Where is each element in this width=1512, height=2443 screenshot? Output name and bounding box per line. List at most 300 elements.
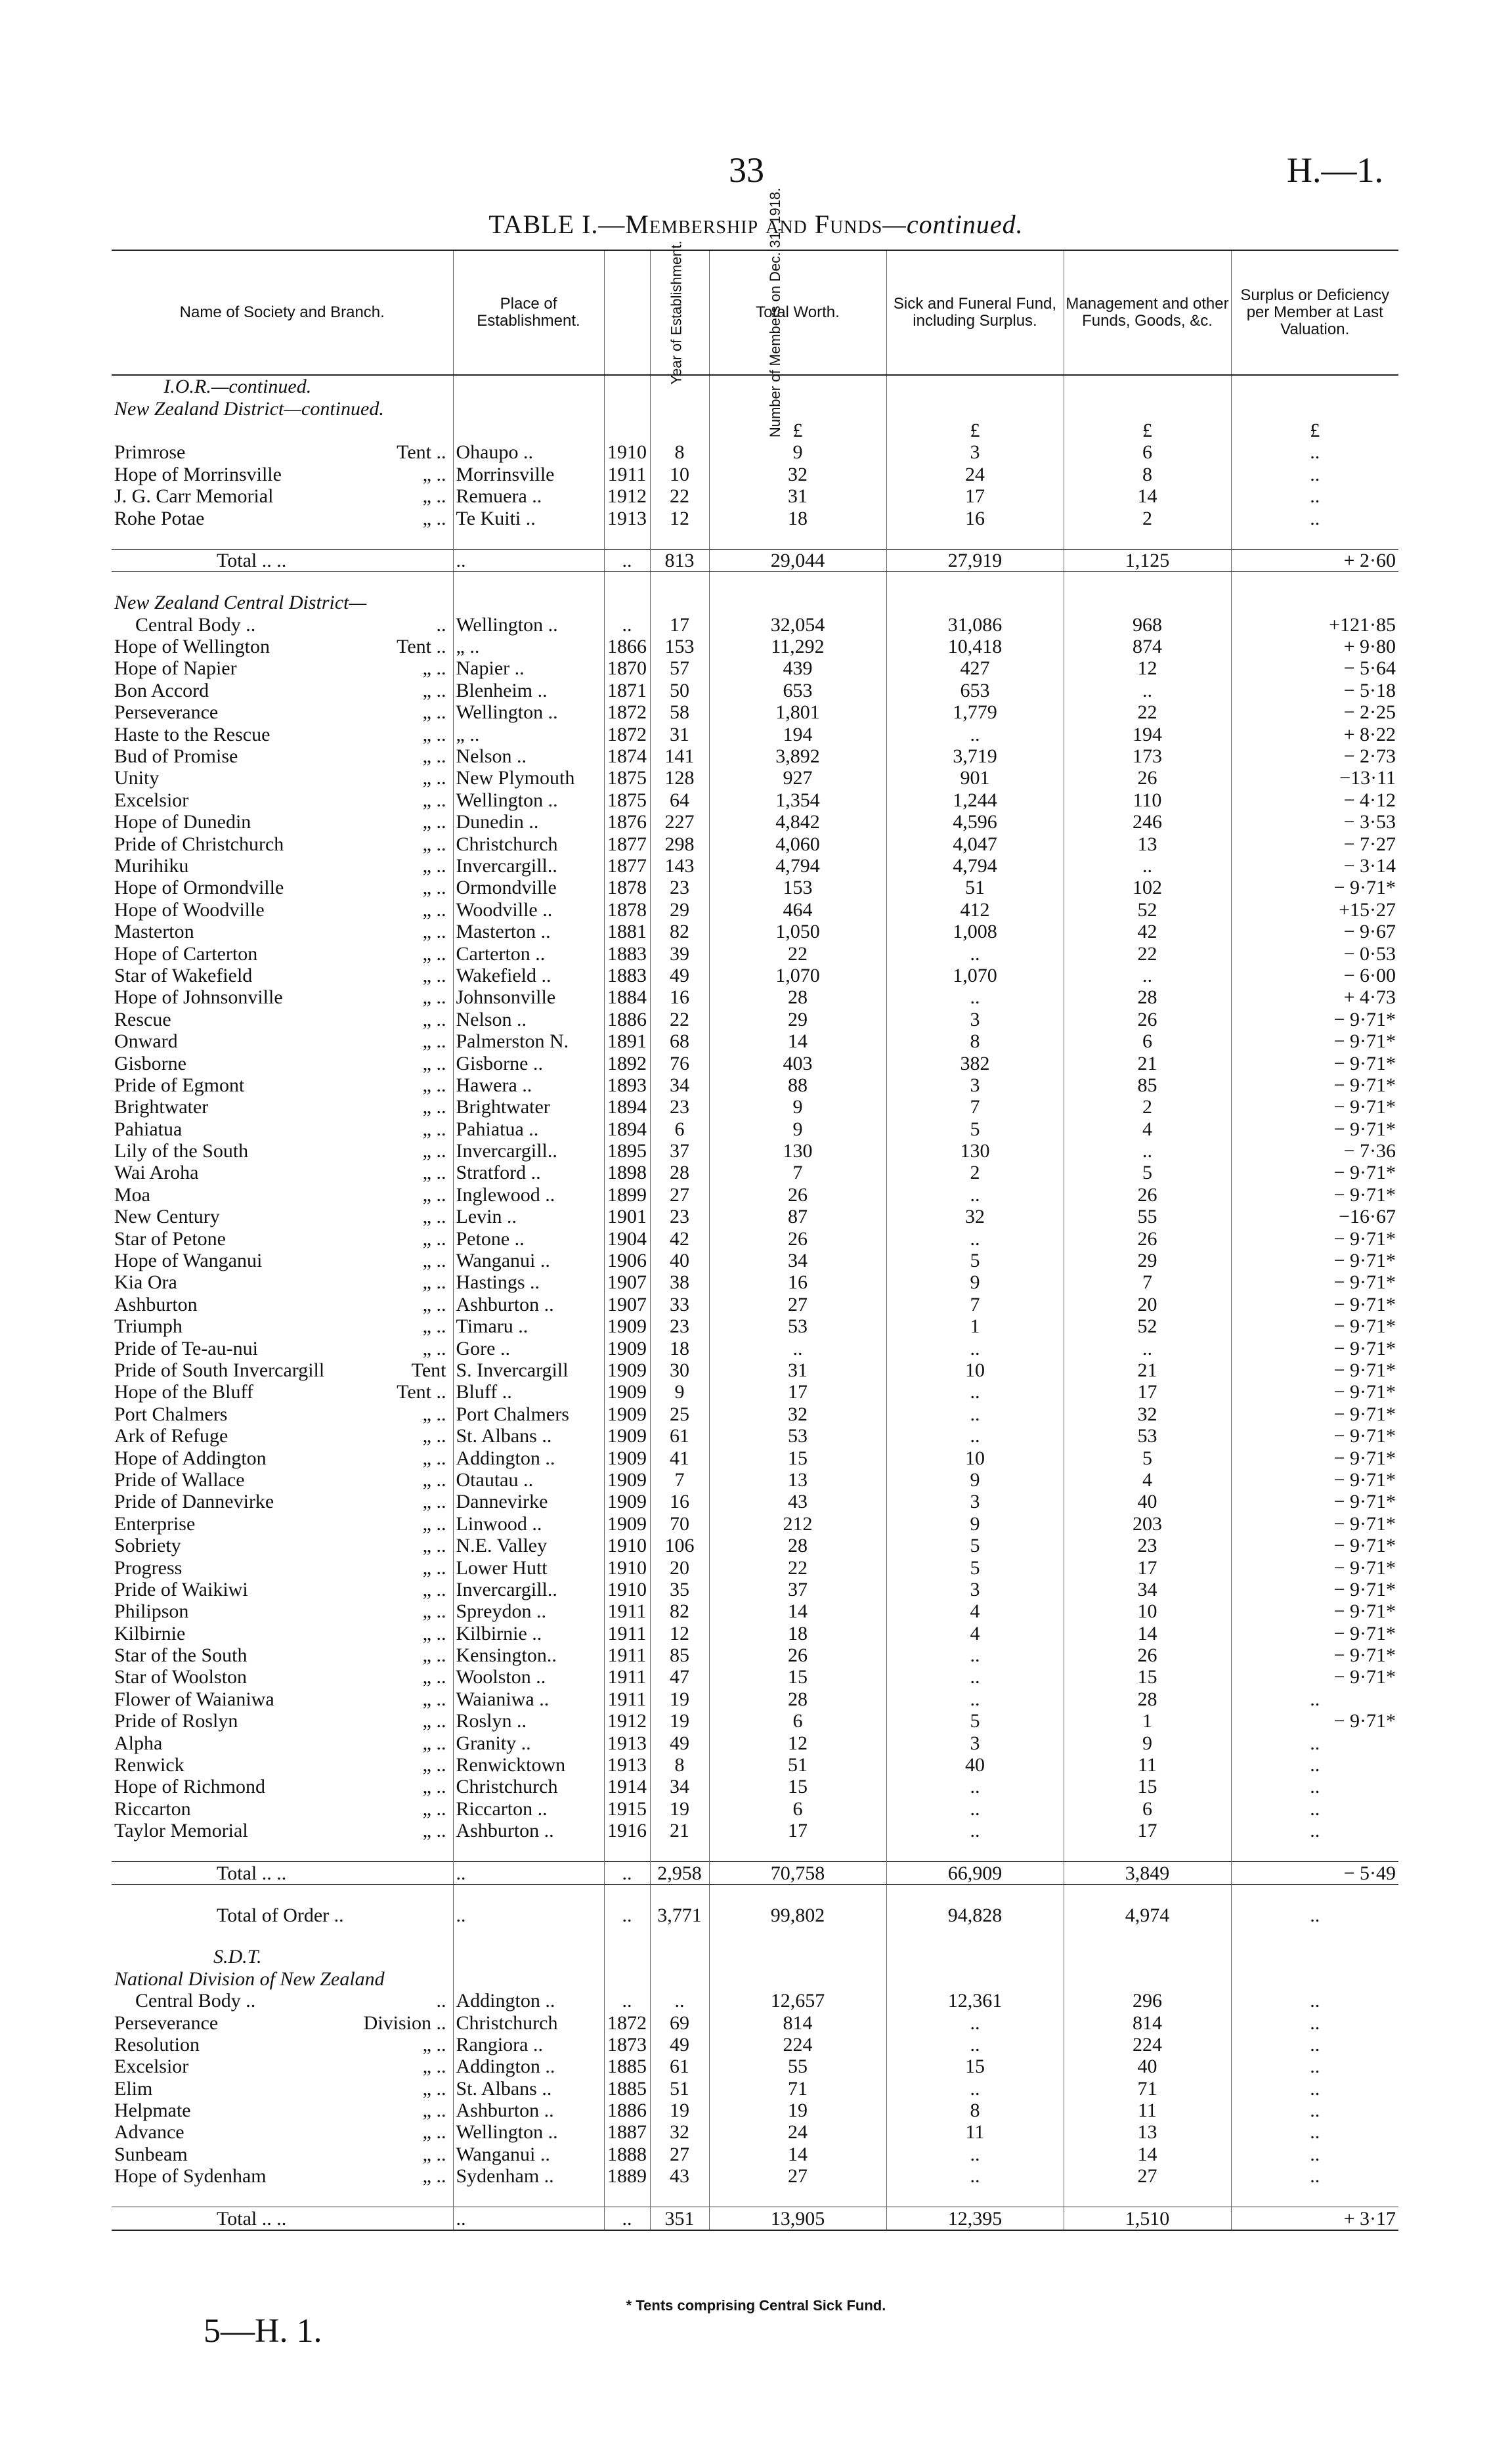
cell-members: 12 [650, 1622, 709, 1644]
branch-kind: „ .. [422, 942, 446, 965]
cell-sick: .. [886, 1688, 1064, 1710]
cell-place: Remuera .. [453, 485, 604, 507]
table-row [112, 1381, 1398, 1403]
cell-year: 1894 [604, 1118, 650, 1140]
cell-place: Masterton .. [453, 921, 604, 942]
branch-name: Lily of the South [114, 1140, 249, 1162]
sec-row [112, 592, 1398, 613]
branch-kind: Tent .. [397, 1381, 446, 1403]
cell-place: Addington .. [453, 2056, 604, 2077]
branch-name: Total .. .. [217, 549, 287, 571]
cell-members [650, 1946, 709, 1968]
cell-members: 57 [650, 657, 709, 679]
cell-mgmt: 17 [1064, 1820, 1231, 1841]
cell-sick: .. [886, 1337, 1064, 1359]
branch-name: Star of Woolston [114, 1666, 248, 1688]
cell-sick: 1 [886, 1315, 1064, 1337]
cell-name [112, 507, 453, 529]
cell-mgmt: 26 [1064, 1009, 1231, 1030]
cell-members: 34 [650, 1074, 709, 1096]
table-row [112, 1140, 1398, 1162]
cell-name [112, 1600, 453, 1622]
cell-surplus: − 9·71* [1231, 1359, 1398, 1381]
branch-name: Pride of Christchurch [114, 833, 284, 855]
cell-surplus: − 4·12 [1231, 789, 1398, 811]
col-header-members-text: Number of Members on Dec. 31, 1918. [766, 187, 783, 438]
cell-surplus: − 9·71* [1231, 1184, 1398, 1206]
cell-name [112, 1862, 453, 1884]
cell-surplus: − 3·53 [1231, 811, 1398, 833]
branch-name: Bud of Promise [114, 745, 238, 768]
cell-mgmt: 968 [1064, 614, 1231, 636]
table-row [112, 745, 1398, 767]
cell-sick: 51 [886, 877, 1064, 898]
cell-members: 21 [650, 1820, 709, 1841]
cell-surplus [1231, 592, 1398, 613]
cell-year [604, 2187, 650, 2207]
table-row [112, 899, 1398, 921]
cell-year [604, 1946, 650, 1968]
cell-surplus: £ [1231, 420, 1398, 441]
cell-worth: 32 [709, 1403, 886, 1425]
cell-members: 82 [650, 1600, 709, 1622]
cell-members: 82 [650, 921, 709, 942]
table-row [112, 1556, 1398, 1578]
cell-place: Renwicktown [453, 1754, 604, 1776]
cell-mgmt: 102 [1064, 877, 1231, 898]
table-row [112, 2056, 1398, 2077]
cell-surplus [1231, 1926, 1398, 1946]
branch-name: Perseverance [114, 2012, 219, 2034]
cell-sick: .. [886, 1666, 1064, 1688]
cell-place: Kilbirnie .. [453, 1622, 604, 1644]
cell-place: Dunedin .. [453, 811, 604, 833]
branch-name: Riccarton [114, 1797, 191, 1820]
branch-kind: „ .. [422, 2121, 446, 2144]
cell-mgmt [1064, 529, 1231, 550]
cell-surplus: − 9·71* [1231, 877, 1398, 898]
table-row [112, 1469, 1398, 1491]
cell-sick: 9 [886, 1469, 1064, 1491]
branch-kind: „ .. [422, 1271, 446, 1294]
cell-mgmt: 40 [1064, 1491, 1231, 1512]
branch-name: Star of Wakefield [114, 964, 253, 986]
cell-name [112, 877, 453, 898]
cell-members: 23 [650, 877, 709, 898]
branch-kind: .. [436, 1990, 446, 2012]
cell-name [112, 1732, 453, 1753]
page-number: 33 [729, 150, 764, 190]
gap-row [112, 1884, 1398, 1904]
branch-kind: „ .. [422, 767, 446, 789]
cell-worth: 464 [709, 899, 886, 921]
title-main: Membership and Funds [625, 209, 883, 239]
cell-place: .. [453, 2207, 604, 2230]
table-row [112, 1579, 1398, 1600]
cell-mgmt: 14 [1064, 1622, 1231, 1644]
cell-place: Inglewood .. [453, 1184, 604, 1206]
cell-sick: .. [886, 2144, 1064, 2165]
cell-sick [886, 2187, 1064, 2207]
cell-name [112, 1096, 453, 1118]
table-row [112, 1294, 1398, 1315]
cell-sick: 901 [886, 767, 1064, 789]
cell-name [112, 1579, 453, 1600]
cell-place: Bluff .. [453, 1381, 604, 1403]
cell-year: .. [604, 549, 650, 571]
branch-name: Star of Petone [114, 1227, 226, 1250]
cell-year: 1909 [604, 1513, 650, 1535]
cell-sick: 3 [886, 441, 1064, 463]
cell-year: 1909 [604, 1381, 650, 1403]
cell-place: Spreydon .. [453, 1600, 604, 1622]
cell-year: 1891 [604, 1030, 650, 1052]
cell-members: 6 [650, 1118, 709, 1140]
cell-sick: 4 [886, 1600, 1064, 1622]
cell-surplus: − 0·53 [1231, 942, 1398, 964]
cell-sick: .. [886, 2078, 1064, 2100]
branch-kind: „ .. [422, 2100, 446, 2122]
cell-mgmt: 71 [1064, 2078, 1231, 2100]
cell-surplus: −16·67 [1231, 1206, 1398, 1227]
cell-name [112, 397, 453, 419]
branch-kind: „ .. [422, 986, 446, 1009]
cell-mgmt: 5 [1064, 1162, 1231, 1183]
cell-place: Kensington.. [453, 1644, 604, 1666]
cell-name [112, 1946, 453, 1968]
cell-year: 1872 [604, 701, 650, 723]
cell-name [112, 701, 453, 723]
branch-name: Wai Aroha [114, 1162, 199, 1184]
table-row [112, 1403, 1398, 1425]
cell-members: 9 [650, 1381, 709, 1403]
cell-worth: 53 [709, 1315, 886, 1337]
cell-worth: 13 [709, 1469, 886, 1491]
branch-name: Masterton [114, 921, 194, 943]
cell-name [112, 2078, 453, 2100]
branch-kind: „ .. [422, 723, 446, 745]
cell-surplus: .. [1231, 2034, 1398, 2056]
cell-surplus: .. [1231, 1990, 1398, 2012]
cell-year: 1911 [604, 1644, 650, 1666]
branch-kind: „ .. [422, 1820, 446, 1842]
cell-name [112, 529, 453, 550]
cell-sick: .. [886, 2034, 1064, 2056]
table-row [112, 2144, 1398, 2165]
cell-worth: 27 [709, 1294, 886, 1315]
cell-year: 1884 [604, 986, 650, 1008]
cell-mgmt: 23 [1064, 1535, 1231, 1556]
cell-name [112, 441, 453, 463]
table-body [112, 375, 1398, 2230]
cell-mgmt [1064, 572, 1231, 592]
cell-name [112, 2144, 453, 2165]
cell-members: 32 [650, 2121, 709, 2143]
cell-place: Waianiwa .. [453, 1688, 604, 1710]
cell-sick: 3 [886, 1579, 1064, 1600]
cell-year: .. [604, 1990, 650, 2012]
cell-members: 70 [650, 1513, 709, 1535]
cell-year: 1909 [604, 1403, 650, 1425]
cell-members: 49 [650, 2034, 709, 2056]
branch-name: Alpha [114, 1732, 163, 1754]
cell-place: .. [453, 1862, 604, 1884]
cell-worth: 26 [709, 1227, 886, 1249]
cell-members: 29 [650, 899, 709, 921]
cell-sick: 412 [886, 899, 1064, 921]
cell-members: 76 [650, 1052, 709, 1074]
branch-name: New Zealand Central District— [114, 592, 367, 614]
cell-place: Carterton .. [453, 942, 604, 964]
cell-name [112, 680, 453, 701]
cell-place: Hawera .. [453, 1074, 604, 1096]
cell-mgmt: 296 [1064, 1990, 1231, 2012]
branch-name: Hope of Carterton [114, 942, 258, 965]
cell-sick: .. [886, 2012, 1064, 2033]
cell-worth: 15 [709, 1776, 886, 1797]
cell-mgmt: 11 [1064, 1754, 1231, 1776]
table-row [112, 1184, 1398, 1206]
cell-place [453, 1884, 604, 1904]
cell-mgmt: .. [1064, 680, 1231, 701]
cell-worth: 653 [709, 680, 886, 701]
branch-name: Sunbeam [114, 2143, 188, 2165]
cell-place: Linwood .. [453, 1513, 604, 1535]
cell-worth: 27 [709, 2165, 886, 2187]
branch-name: I.O.R.—continued. [163, 376, 312, 398]
cell-place: Brightwater [453, 1096, 604, 1118]
cell-members: 351 [650, 2207, 709, 2230]
branch-name: Hope of Wellington [114, 636, 270, 658]
cell-name [112, 1359, 453, 1381]
cell-mgmt: 1 [1064, 1710, 1231, 1732]
col-header-sick: Sick and Funeral Fund, including Surplus. [886, 250, 1064, 375]
cell-surplus: − 9·71* [1231, 1074, 1398, 1096]
cell-surplus: .. [1231, 1904, 1398, 1926]
cell-year [604, 1926, 650, 1946]
cell-place: .. [453, 549, 604, 571]
table-row [112, 507, 1398, 529]
cell-mgmt: 4 [1064, 1469, 1231, 1491]
cell-sick: 3 [886, 1074, 1064, 1096]
cell-members: 34 [650, 1776, 709, 1797]
cell-mgmt: 11 [1064, 2100, 1231, 2121]
table-row [112, 1206, 1398, 1227]
cell-year: 1892 [604, 1052, 650, 1074]
cell-members: 37 [650, 1140, 709, 1162]
cell-sick: 1,008 [886, 921, 1064, 942]
cell-members: 38 [650, 1271, 709, 1293]
cell-place: Woodville .. [453, 899, 604, 921]
cell-year: 1909 [604, 1315, 650, 1337]
branch-kind: Tent .. [397, 441, 446, 464]
table-row [112, 1009, 1398, 1030]
cell-surplus: + 4·73 [1231, 986, 1398, 1008]
cell-place: Napier .. [453, 657, 604, 679]
cell-mgmt: 173 [1064, 745, 1231, 767]
cell-members: 298 [650, 833, 709, 854]
cell-mgmt: 9 [1064, 1732, 1231, 1753]
table-row [112, 1271, 1398, 1293]
cell-place [453, 375, 604, 397]
cell-place: Wellington .. [453, 789, 604, 811]
cell-sick: 8 [886, 1030, 1064, 1052]
branch-kind: „ .. [422, 964, 446, 986]
branch-kind: „ .. [422, 1052, 446, 1074]
cell-mgmt: 874 [1064, 636, 1231, 657]
cell-members: 8 [650, 1754, 709, 1776]
cell-place: Stratford .. [453, 1162, 604, 1183]
cell-year: 1913 [604, 507, 650, 529]
cell-worth: 24 [709, 2121, 886, 2143]
cell-year: 1914 [604, 1776, 650, 1797]
table-row [112, 942, 1398, 964]
col-header-year [604, 240, 685, 385]
cell-sick: 5 [886, 1250, 1064, 1271]
cell-place: Invercargill.. [453, 1579, 604, 1600]
cell-mgmt: 26 [1064, 1184, 1231, 1206]
cell-worth [709, 375, 886, 397]
cell-worth: 814 [709, 2012, 886, 2033]
cell-members: 19 [650, 1798, 709, 1820]
cell-members: 27 [650, 2144, 709, 2165]
cell-surplus: − 9·71* [1231, 1052, 1398, 1074]
cell-place: St. Albans .. [453, 2078, 604, 2100]
cell-place [453, 2187, 604, 2207]
cell-worth: 12,657 [709, 1990, 886, 2012]
cell-sick: 130 [886, 1140, 1064, 1162]
table-row [112, 1118, 1398, 1140]
cell-members: 18 [650, 1337, 709, 1359]
cell-surplus: − 9·71* [1231, 1271, 1398, 1293]
branch-name: Brightwater [114, 1096, 209, 1118]
cell-year: 1883 [604, 965, 650, 986]
cell-mgmt: 110 [1064, 789, 1231, 811]
branch-kind: „ .. [422, 1776, 446, 1798]
branch-name: Pahiatua [114, 1118, 183, 1140]
cell-surplus: +121·85 [1231, 614, 1398, 636]
cell-mgmt: 53 [1064, 1425, 1231, 1447]
branch-kind: „ .. [422, 1008, 446, 1030]
branch-name: Hope of Woodville [114, 898, 265, 921]
cell-name [112, 1666, 453, 1688]
branch-kind: „ .. [422, 1250, 446, 1272]
cell-surplus: −13·11 [1231, 767, 1398, 789]
cell-mgmt: .. [1064, 965, 1231, 986]
branch-kind: „ .. [422, 2056, 446, 2078]
cell-name [112, 1798, 453, 1820]
cell-sick [886, 1946, 1064, 1968]
cell-mgmt: 27 [1064, 2165, 1231, 2187]
cell-year: 1909 [604, 1425, 650, 1447]
cell-members: 16 [650, 1491, 709, 1512]
cell-surplus: + 3·17 [1231, 2207, 1398, 2230]
cell-sick: 66,909 [886, 1862, 1064, 1884]
cell-mgmt: 26 [1064, 767, 1231, 789]
table-row [112, 2165, 1398, 2187]
cell-name [112, 549, 453, 571]
branch-name: Murihiku [114, 855, 189, 877]
cell-worth: 4,060 [709, 833, 886, 854]
cell-members: 39 [650, 942, 709, 964]
branch-name: Triumph [114, 1315, 183, 1338]
cell-worth [709, 1884, 886, 1904]
cell-members: 51 [650, 2078, 709, 2100]
cell-mgmt: 32 [1064, 1403, 1231, 1425]
cell-surplus: − 9·71* [1231, 1009, 1398, 1030]
table-row [112, 1600, 1398, 1622]
cell-name [112, 1315, 453, 1337]
cell-mgmt: 203 [1064, 1513, 1231, 1535]
cell-members [650, 397, 709, 419]
cell-place: Wellington .. [453, 2121, 604, 2143]
cell-worth: 29 [709, 1009, 886, 1030]
table-row [112, 1162, 1398, 1183]
cell-place: Pahiatua .. [453, 1118, 604, 1140]
table-row [112, 2078, 1398, 2100]
cell-members: 8 [650, 441, 709, 463]
branch-name: Central Body .. [135, 613, 256, 636]
cell-name [112, 942, 453, 964]
cell-mgmt: 8 [1064, 464, 1231, 485]
table-row [112, 1820, 1398, 1841]
branch-kind: „ .. [422, 855, 446, 877]
branch-kind: „ .. [422, 1425, 446, 1447]
cell-name [112, 657, 453, 679]
cell-mgmt [1064, 397, 1231, 419]
cell-members: 68 [650, 1030, 709, 1052]
cell-year: 1911 [604, 1600, 650, 1622]
cell-surplus: + 2·60 [1231, 549, 1398, 571]
cell-year: 1883 [604, 942, 650, 964]
cell-members: 49 [650, 1732, 709, 1753]
branch-kind: „ .. [422, 2033, 446, 2056]
cell-sick: 1,779 [886, 701, 1064, 723]
cell-members: 20 [650, 1556, 709, 1578]
table-row [112, 680, 1398, 701]
cell-worth: 1,050 [709, 921, 886, 942]
cell-place [453, 572, 604, 592]
cell-year: 1907 [604, 1271, 650, 1293]
cell-members [650, 1968, 709, 1990]
cell-surplus: + 9·80 [1231, 636, 1398, 657]
branch-kind: „ .. [422, 1622, 446, 1644]
cell-sick: 5 [886, 1710, 1064, 1732]
table-row [112, 1513, 1398, 1535]
cell-place: Invercargill.. [453, 855, 604, 877]
cell-name [112, 1990, 453, 2012]
cell-worth: 43 [709, 1491, 886, 1512]
cell-mgmt: 17 [1064, 1381, 1231, 1403]
branch-name: Pride of South Invercargill [114, 1359, 325, 1381]
cell-mgmt: 12 [1064, 657, 1231, 679]
cell-sick [886, 397, 1064, 419]
cell-mgmt: 1,125 [1064, 549, 1231, 571]
cell-name [112, 833, 453, 854]
cell-sick: 31,086 [886, 614, 1064, 636]
cell-worth: 70,758 [709, 1862, 886, 1884]
cell-year [604, 1884, 650, 1904]
cell-worth: 9 [709, 1096, 886, 1118]
cell-members: 19 [650, 2100, 709, 2121]
table-row [112, 1688, 1398, 1710]
cell-name [112, 1622, 453, 1644]
table-row [112, 1666, 1398, 1688]
branch-name: Sobriety [114, 1535, 181, 1557]
branch-kind: „ .. [422, 2143, 446, 2165]
cell-place: Otautau .. [453, 1469, 604, 1491]
cell-mgmt: 224 [1064, 2034, 1231, 2056]
